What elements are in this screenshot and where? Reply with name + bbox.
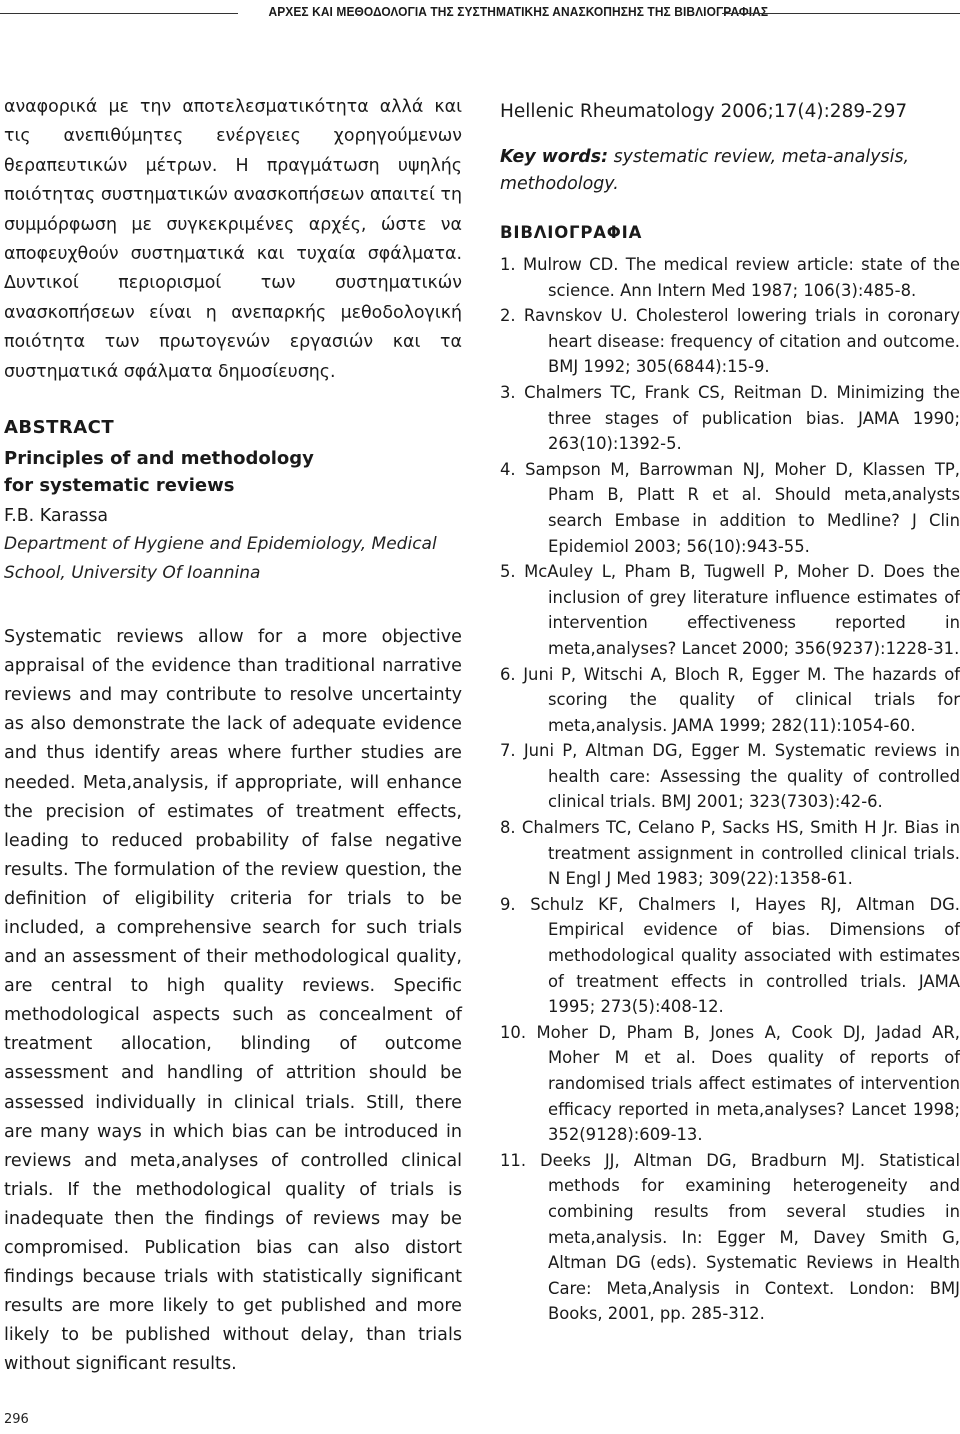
journal-citation: Hellenic Rheumatology 2006;17(4):289-297 — [500, 101, 908, 122]
reference-item: 2. Ravnskov U. Cholesterol lowering trials in coronary heart disease: frequency of citation and outcome. BMJ 1992; 305(6844):15-9. — [500, 306, 960, 377]
reference-item: 6. Juni P, Witschi A, Bloch R, Egger M. The hazards of scoring the quality of clinical trials for meta,analysis. JAMA 1999; 282(11):1054-60. — [500, 664, 960, 735]
reference-item: 9. Schulz KF, Chalmers I, Hayes RJ, Altman DG. Empirical evidence of bias. Dimensions of methodological quality associated with estimates of treatment effects in controlled trials. JAMA 1995; 273(5):408-12. — [500, 894, 960, 1017]
reference-item: 7. Juni P, Altman DG, Egger M. Systematic reviews in health care: Assessing the quality of controlled clinical trials. BMJ 2001; 323(7303):42-6. — [500, 741, 960, 812]
reference-list — [500, 252, 960, 1327]
reference-item: 10. Moher D, Pham B, Jones A, Cook DJ, Jadad AR, Moher M et al. Does quality of reports of randomised trials affect estimates of intervention efficacy reported in meta,analyses? Lancet 1998; 352(9128):609-13. — [500, 1022, 960, 1145]
keywords — [500, 144, 960, 198]
abstract-body: Systematic reviews allow for a more objective appraisal of the evidence than traditional narrative reviews and may contribute to resolve uncertainty as also demonstrate the lack of adequate evidence and thus identify areas where further studies are needed. Meta,analysis, if appropriate, will enhance the precision of estimates of treatment effects, leading to reduced probability of false negative results. The formulation of the review question, the definition of eligibility criteria for trials to be included, a comprehensive search for such trials and an assessment of their methodological quality, are central to high quality reviews. Specific methodological aspects such as concealment of treatment allocation, blinding of outcome assessment and handling of attrition should be assessed individually in clinical trials. Still, there are many ways in which bias can be introduced in reviews and meta,analyses of controlled clinical trials. If the methodological quality of trials is inadequate then the findings of reviews may be compromised. Publication bias can also distort findings because trials with statistically significant results are more likely to get published and more likely to be published without delay, than trials without significant results. — [4, 627, 462, 1375]
reference-item: 11. Deeks JJ, Altman DG, Bradburn MJ. Statistical methods for examining heterogeneity and combining results from several studies in meta,analysis. In: Egger M, Davey Smith G, Altman DG (eds). Systematic Reviews in Health Care: Meta,Analysis in Context. London: BMJ Books, 2001, pp. 285-312. — [500, 1150, 960, 1324]
reference-item: 1. Mulrow CD. The medical review article: state of the science. Ann Intern Med 1987; 106(3):485-8. — [500, 255, 960, 300]
header-rule-right — [722, 13, 960, 14]
reference-item: 3. Chalmers TC, Frank CS, Reitman D. Minimizing the three stages of publication bias. JAMA 1990; 263(10):1392-5. — [500, 382, 960, 454]
author-name: F.B. Karassa — [4, 506, 109, 527]
reference-item: 8. Chalmers TC, Celano P, Sacks HS, Smith H Jr. Bias in treatment assignment in controlled clinical trials. N Engl J Med 1983; 309(22):1358-61. — [500, 818, 960, 889]
left-column — [4, 93, 462, 1380]
abstract-label: ABSTRACT — [4, 417, 115, 439]
author-affiliation: Department of Hygiene and Epidemiology, Medical School, University Of Ioannina — [4, 534, 437, 584]
right-column — [500, 97, 960, 1327]
references-title: ΒΙΒΛΙΟΓΡΑΦΙΑ — [500, 223, 643, 242]
reference-item: 4. Sampson M, Barrowman NJ, Moher D, Klassen TP, Pham B, Platt R et al. Should meta,analysts search Embase in addition to Medline? J Clin Epidemiol 2003; 56(10):943-55. — [500, 459, 960, 556]
keywords-label: Key words: — [500, 147, 609, 167]
reference-item: 5. McAuley L, Pham B, Tugwell P, Moher D. Does the inclusion of grey literature influence estimates of intervention effectiveness reported in meta,analyses? Lancet 2000; 356(9237):1228-31. — [500, 562, 960, 658]
greek-summary-paragraph: αναφορικά με την αποτελεσματικότητα αλλά και τις ανεπιθύμητες ενέργειες χορηγούμενων θεραπευτικών μέτρων. Η πραγμάτωση υψηλής ποιότητας συστηματικών ανασκοπήσεων απαιτεί τη συμμόρφωση με συγκεκριμένες αρχές, ώστε να αποφευχθούν συστηματικά και τυχαία σφάλματα. Δυντικοί περιορισμοί των συστηματικών ανασκοπήσεων είναι η ανεπαρκής μεθοδολογική ποιότητα των πρωτογενών εργασιών και τα συστηματικά σφάλματα δημοσίευσης. — [4, 97, 462, 382]
header-rule-left — [0, 13, 238, 14]
page-number: 296 — [4, 1412, 29, 1427]
running-header — [0, 0, 960, 30]
keywords-text: systematic review, meta-analysis, methodology. — [500, 147, 910, 194]
running-header-title: ΑΡΧΕΣ ΚΑΙ ΜΕΘΟΔΟΛΟΓΙΑ ΤΗΣ ΣΥΣΤΗΜΑΤΙΚΗΣ ΑΝΑΣΚΟΠΗΣΗΣ ΤΗΣ ΒΙΒΛΙΟΓΡΑΦΙΑΣ — [268, 4, 769, 19]
abstract-title: Principles of and methodology for systematic reviews — [4, 448, 314, 497]
